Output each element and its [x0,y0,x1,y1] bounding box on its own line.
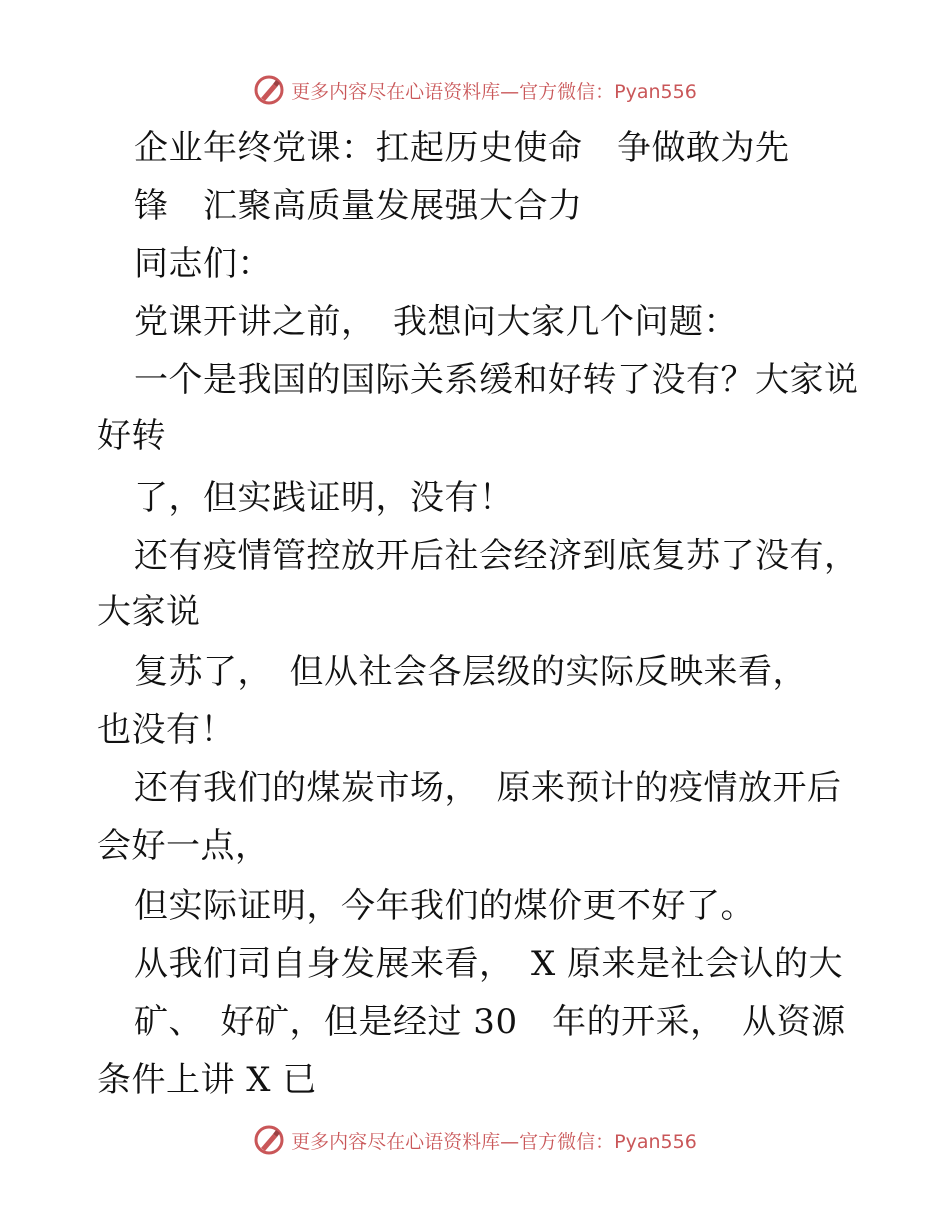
paragraph-line: 从我们司自身发展来看， X 原来是社会认的大 [134,944,844,984]
pen-logo-icon [253,74,285,106]
paragraph-line: 会好一点， [97,826,270,866]
paragraph-line: 一个是我国的国际关系缓和好转了没有？大家说 [134,360,859,400]
title-line-2: 锋 汇聚高质量发展强大合力 [134,186,583,226]
watermark-text: 更多内容尽在心语资料库—官方微信：Pyan556 [291,1130,697,1153]
salutation: 同志们： [134,244,272,284]
paragraph-line: 了，但实践证明，没有！ [134,478,514,518]
paragraph-line: 复苏了， 但从社会各层级的实际反映来看， [134,652,807,692]
paragraph-line: 还有疫情管控放开后社会经济到底复苏了没有， [134,536,859,576]
paragraph-line: 矿、 好矿，但是经过 30 年的开采， 从资源 [134,1002,846,1042]
paragraph-line: 好转 [97,416,166,456]
paragraph-line: 大家说 [97,592,201,632]
watermark-header [0,70,950,110]
paragraph-line: 但实际证明，今年我们的煤价更不好了。 [134,886,755,926]
watermark-text: 更多内容尽在心语资料库—官方微信：Pyan556 [291,80,697,103]
title-line-1: 企业年终党课：扛起历史使命 争做敢为先 [134,128,790,168]
paragraph-line: 也没有！ [97,710,235,750]
paragraph-line: 党课开讲之前， 我想问大家几个问题： [134,302,738,342]
paragraph-line: 条件上讲 X 已 [97,1060,317,1100]
pen-logo-icon [253,1124,285,1156]
paragraph-line: 还有我们的煤炭市场， 原来预计的疫情放开后 [134,768,842,808]
watermark-footer [0,1120,950,1160]
